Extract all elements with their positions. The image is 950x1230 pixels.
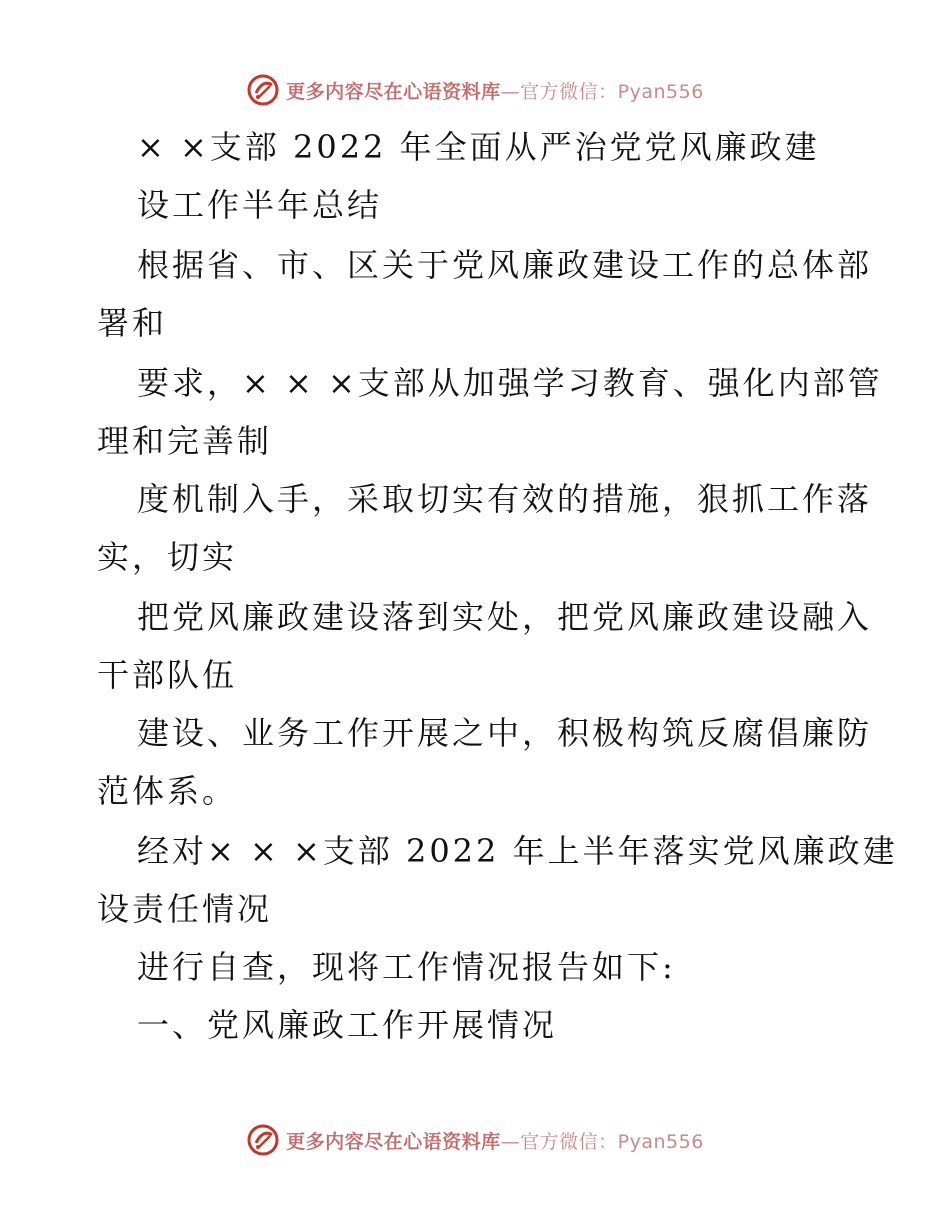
paragraph-line: 把党风廉政建设落到实处，把党风廉政建设融入	[137, 598, 873, 636]
paragraph-line: 设责任情况	[97, 890, 273, 928]
watermark-main: 更多内容尽在心语资料库	[286, 80, 501, 103]
section-heading: 一、党风廉政工作开展情况	[137, 1006, 558, 1044]
paragraph-line: 理和完善制	[97, 422, 273, 460]
paragraph-line: 经对× × ×支部 2022 年上半年落实党风廉政建	[137, 832, 898, 870]
paragraph-line: 干部队伍	[97, 656, 238, 694]
watermark-wechat: 官方微信：Pyan556	[520, 1130, 704, 1153]
paragraph-line: 建设、业务工作开展之中，积极构筑反腐倡廉防	[137, 714, 873, 752]
watermark-banner-top	[0, 70, 950, 110]
library-logo-icon	[246, 73, 280, 107]
watermark-text	[286, 77, 704, 104]
library-logo-icon	[246, 1123, 280, 1157]
watermark-main: 更多内容尽在心语资料库	[286, 1130, 501, 1153]
paragraph-line: 实，切实	[97, 538, 238, 576]
watermark-banner-bottom	[0, 1120, 950, 1160]
watermark-wechat: 官方微信：Pyan556	[520, 80, 704, 103]
paragraph-line: 进行自查，现将工作情况报告如下:	[137, 948, 676, 986]
paragraph-line: 署和	[97, 304, 168, 342]
paragraph-line: 根据省、市、区关于党风廉政建设工作的总体部	[137, 246, 873, 284]
document-title-line-1: × ×支部 2022 年全面从严治党党风廉政建	[137, 128, 820, 166]
paragraph-line: 度机制入手，采取切实有效的措施，狠抓工作落	[137, 480, 873, 518]
document-title-line-2: 设工作半年总结	[137, 186, 383, 224]
watermark-separator: —	[500, 80, 521, 103]
watermark-separator: —	[500, 1130, 521, 1153]
paragraph-line: 要求，× × ×支部从加强学习教育、强化内部管	[137, 364, 883, 402]
paragraph-line: 范体系。	[97, 772, 238, 810]
watermark-text	[286, 1127, 704, 1154]
